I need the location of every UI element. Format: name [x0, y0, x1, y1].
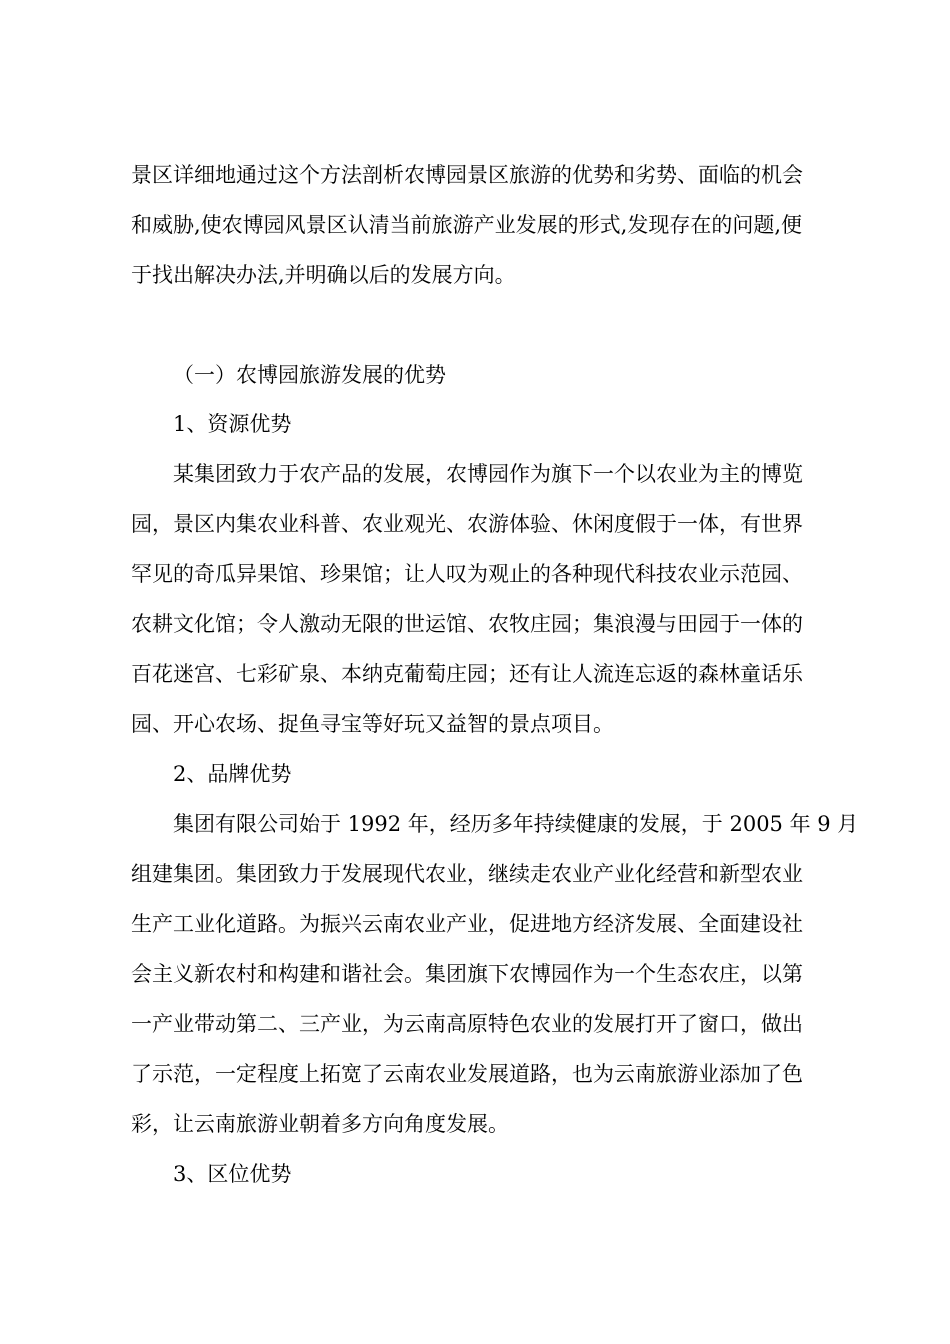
subsection-1-line-1: 某集团致力于农产品的发展，农博园作为旗下一个以农业为主的博览 — [173, 462, 803, 486]
subsection-2-line-6: 了示范，一定程度上拓宽了云南农业发展道路，也为云南旅游业添加了色 — [131, 1062, 803, 1086]
subsection-1-line-3: 罕见的奇瓜异果馆、珍果馆；让人叹为观止的各种现代科技农业示范园、 — [131, 562, 803, 586]
subsection-1-line-2: 园，景区内集农业科普、农业观光、农游体验、休闲度假于一体，有世界 — [131, 512, 803, 536]
subsection-3-title: 3、区位优势 — [173, 1162, 292, 1186]
subsection-1-line-6: 园、开心农场、捉鱼寻宝等好玩又益智的景点项目。 — [131, 712, 614, 736]
subsection-2-line-4: 会主义新农村和构建和谐社会。集团旗下农博园作为一个生态农庄，以第 — [131, 962, 803, 986]
subsection-2-line-2: 组建集团。集团致力于发展现代农业，继续走农业产业化经营和新型农业 — [131, 862, 803, 886]
subsection-1-line-4: 农耕文化馆；令人激动无限的世运馆、农牧庄园；集浪漫与田园于一体的 — [131, 612, 803, 636]
subsection-1-title: 1、资源优势 — [173, 412, 292, 436]
subsection-2-line-1: 集团有限公司始于 1992 年，经历多年持续健康的发展，于 2005 年 9 月 — [173, 812, 859, 836]
section-heading: （一）农博园旅游发展的优势 — [173, 363, 446, 387]
intro-line-2: 和威胁,使农博园风景区认清当前旅游产业发展的形式,发现存在的问题,便 — [131, 213, 803, 237]
subsection-1-line-5: 百花迷宫、七彩矿泉、本纳克葡萄庄园；还有让人流连忘返的森林童话乐 — [131, 662, 803, 686]
subsection-2-line-7: 彩，让云南旅游业朝着多方向角度发展。 — [131, 1112, 509, 1136]
intro-line-3: 于找出解决办法,并明确以后的发展方向。 — [131, 263, 516, 287]
subsection-2-line-5: 一产业带动第二、三产业，为云南高原特色农业的发展打开了窗口，做出 — [131, 1012, 803, 1036]
subsection-2-title: 2、品牌优势 — [173, 762, 292, 786]
subsection-2-line-3: 生产工业化道路。为振兴云南农业产业，促进地方经济发展、全面建设社 — [131, 912, 803, 936]
intro-line-1: 景区详细地通过这个方法剖析农博园景区旅游的优势和劣势、面临的机会 — [131, 163, 803, 187]
